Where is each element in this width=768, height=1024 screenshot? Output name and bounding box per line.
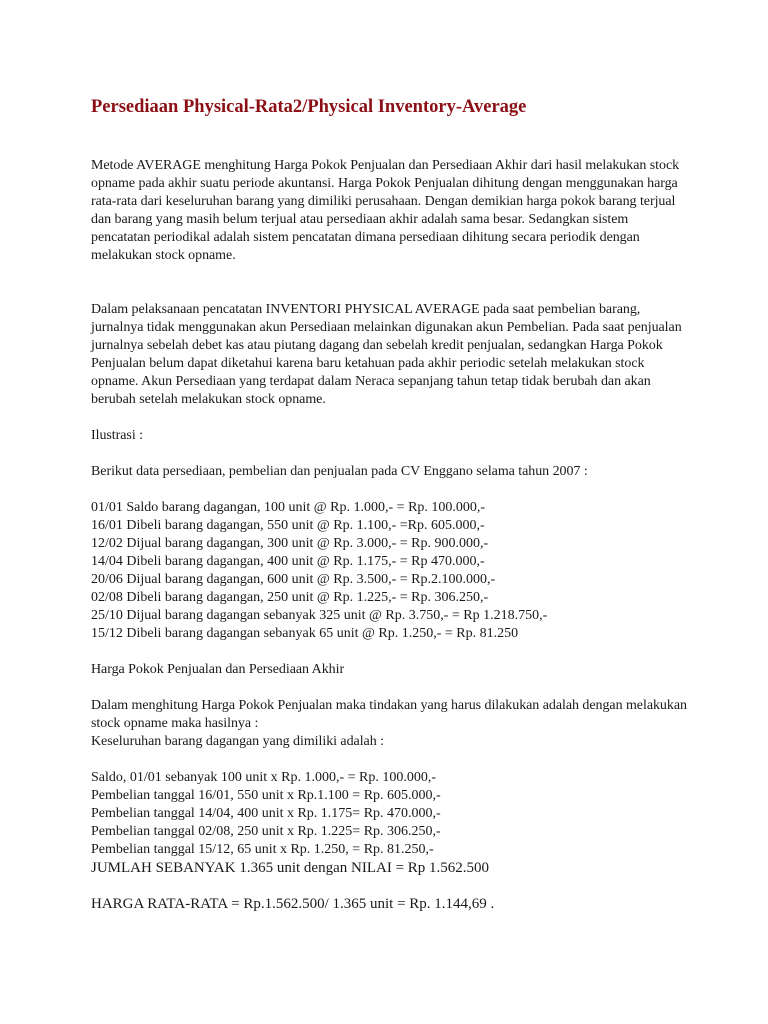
calc-line: Pembelian tanggal 02/08, 250 unit x Rp. 1.225= Rp. 306.250,- <box>91 824 441 839</box>
transaction-line: 20/06 Dijual barang dagangan, 600 unit @ Rp. 3.500,- = Rp.2.100.000,- <box>91 572 496 587</box>
second-paragraph: Dalam pelaksanaan pencatatan INVENTORI PHYSICAL AVERAGE pada saat pembelian barang, jurnalnya tidak menggunakan akun Persediaan melainkan digunakan akun Pembelian. Pada saat penjualan jurnalnya sebelah debet kas atau piutang dagang dan sebelah kredit penjualan, sedangkan Harga Pokok Penjualan belum dapat diketahui karena baru ketahuan pada akhir periodic setelah melakukan stock opname. Akun Persediaan yang terdapat dalam Neraca sepanjang tahun tetap tidak berubah dan akan berubah setelah melakukan stock opname. <box>91 302 682 407</box>
transaction-line: 14/04 Dibeli barang dagangan, 400 unit @ Rp. 1.175,- = Rp 470.000,- <box>91 554 485 569</box>
transaction-line: 16/01 Dibeli barang dagangan, 550 unit @ Rp. 1.100,- =Rp. 605.000,- <box>91 518 485 533</box>
document-page <box>91 95 691 913</box>
calc-intro: Dalam menghitung Harga Pokok Penjualan maka tindakan yang harus dilakukan adalah dengan melakukan stock opname maka hasilnya : <box>91 698 687 731</box>
total-line: JUMLAH SEBANYAK 1.365 unit dengan NILAI = Rp 1.562.500 <box>91 860 490 876</box>
section-heading: Harga Pokok Penjualan dan Persediaan Akhir <box>91 662 345 677</box>
intro-paragraph: Metode AVERAGE menghitung Harga Pokok Penjualan dan Persediaan Akhir dari hasil melakukan stock opname pada akhir suatu periode akuntansi. Harga Pokok Penjualan dihitung dengan menggunakan harga rata-rata dari keseluruhan barang yang dimiliki perusahaan. Dengan demikian harga pokok barang terjual dan barang yang masih belum terjual atau persediaan akhir adalah sama besar. Sedangkan sistem pencatatan periodikal adalah sistem pencatatan dimana persediaan dihitung secara periodik dengan melakukan stock opname. <box>91 158 680 263</box>
total-goods-label: Keseluruhan barang dagangan yang dimiliki adalah : <box>91 734 384 749</box>
transaction-line: 12/02 Dijual barang dagangan, 300 unit @ Rp. 3.000,- = Rp. 900.000,- <box>91 536 489 551</box>
transaction-list <box>91 499 691 643</box>
calc-line: Pembelian tanggal 15/12, 65 unit x Rp. 1.250, = Rp. 81.250,- <box>91 842 434 857</box>
transaction-line: 01/01 Saldo barang dagangan, 100 unit @ Rp. 1.000,- = Rp. 100.000,- <box>91 500 486 515</box>
transaction-line: 15/12 Dibeli barang dagangan sebanyak 65 unit @ Rp. 1.250,- = Rp. 81.250 <box>91 626 519 641</box>
ilustrasi-label: Ilustrasi : <box>91 428 143 443</box>
calc-line: Pembelian tanggal 16/01, 550 unit x Rp.1.100 = Rp. 605.000,- <box>91 788 441 803</box>
average-price-line: HARGA RATA-RATA = Rp.1.562.500/ 1.365 unit = Rp. 1.144,69 . <box>91 896 495 912</box>
calculation-list <box>91 769 691 859</box>
data-intro: Berikut data persediaan, pembelian dan penjualan pada CV Enggano selama tahun 2007 : <box>91 464 588 479</box>
document-title: Persediaan Physical-Rata2/Physical Inventory-Average <box>91 97 527 117</box>
calc-line: Saldo, 01/01 sebanyak 100 unit x Rp. 1.000,- = Rp. 100.000,- <box>91 770 437 785</box>
calc-line: Pembelian tanggal 14/04, 400 unit x Rp. 1.175= Rp. 470.000,- <box>91 806 441 821</box>
transaction-line: 02/08 Dibeli barang dagangan, 250 unit @ Rp. 1.225,- = Rp. 306.250,- <box>91 590 489 605</box>
transaction-line: 25/10 Dijual barang dagangan sebanyak 325 unit @ Rp. 3.750,- = Rp 1.218.750,- <box>91 608 548 623</box>
